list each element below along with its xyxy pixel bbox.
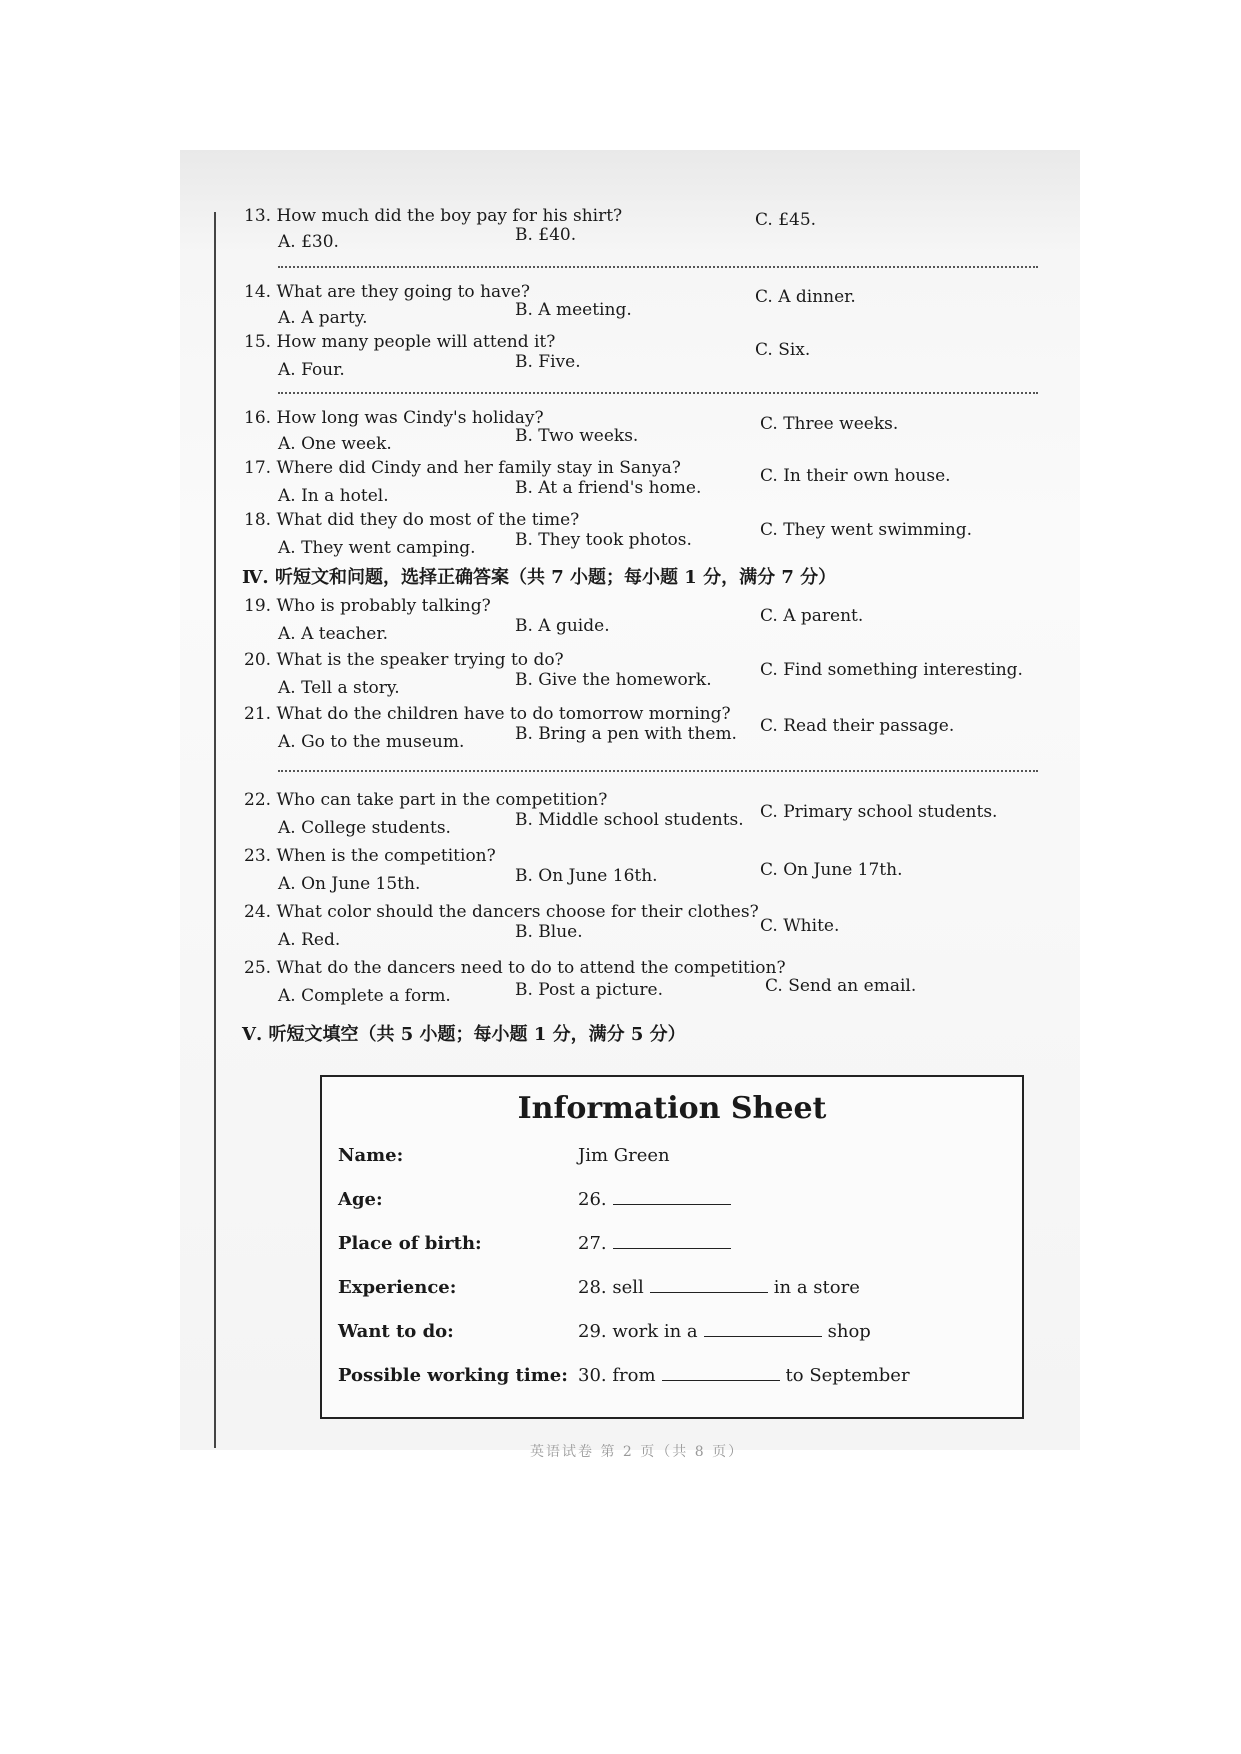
sheet-label: Place of birth: [338,1233,482,1254]
question-20: 20. What is the speaker trying to do? [244,650,564,670]
sheet-value: 26. [578,1189,737,1210]
question-17: 17. Where did Cindy and her family stay in Sanya? [244,458,681,478]
q18-option-b: B. They took photos. [515,530,692,550]
q22-option-c: C. Primary school students. [760,802,998,822]
q20-option-a: A. Tell a story. [278,678,400,698]
separator-line [278,770,1038,772]
page-footer: 英语试卷 第 2 页（共 8 页） [530,1444,745,1460]
question-24: 24. What color should the dancers choose for their clothes? [244,902,759,922]
q15-option-b: B. Five. [515,352,581,372]
question-25: 25. What do the dancers need to do to attend the competition? [244,958,786,978]
q23-option-a: A. On June 15th. [278,874,421,894]
sheet-value: 27. [578,1233,737,1254]
question-23: 23. When is the competition? [244,846,496,866]
sheet-value: 28. sell in a store [578,1277,860,1298]
q24-option-c: C. White. [760,916,840,936]
sheet-label: Name: [338,1145,404,1166]
q13-option-b: B. £40. [515,225,577,245]
sheet-label: Age: [338,1189,383,1210]
q13-option-a: A. £30. [278,232,339,252]
question-14: 14. What are they going to have? [244,282,530,302]
information-sheet [320,1075,1024,1419]
q15-option-a: A. Four. [278,360,345,380]
q22-option-a: A. College students. [278,818,451,838]
sheet-value: Jim Green [578,1145,670,1166]
question-15: 15. How many people will attend it? [244,332,556,352]
sheet-label: Experience: [338,1277,457,1298]
sheet-value: 30. from to September [578,1365,910,1386]
q20-option-c: C. Find something interesting. [760,660,1023,680]
answer-blank-27[interactable] [613,1247,731,1249]
q19-option-c: C. A parent. [760,606,864,626]
question-21: 21. What do the children have to do tomorrow morning? [244,704,731,724]
question-18: 18. What did they do most of the time? [244,510,580,530]
question-16: 16. How long was Cindy's holiday? [244,408,544,428]
q25-option-a: A. Complete a form. [278,986,451,1006]
q16-option-b: B. Two weeks. [515,426,639,446]
q17-option-c: C. In their own house. [760,466,951,486]
question-13: 13. How much did the boy pay for his shirt? [244,206,623,226]
q20-option-b: B. Give the homework. [515,670,712,690]
q18-option-a: A. They went camping. [278,538,476,558]
answer-blank-29[interactable] [704,1335,822,1337]
answer-blank-26[interactable] [613,1203,731,1205]
sheet-title: Information Sheet [517,1091,827,1126]
q21-option-a: A. Go to the museum. [278,732,465,752]
binding-margin-line [214,212,216,1448]
q21-option-c: C. Read their passage. [760,716,955,736]
q19-option-a: A. A teacher. [278,624,388,644]
q18-option-c: C. They went swimming. [760,520,972,540]
section-iv-heading: Ⅳ. 听短文和问题，选择正确答案（共 7 小题；每小题 1 分，满分 7 分） [242,567,837,588]
separator-line [278,392,1038,394]
section-v-heading: Ⅴ. 听短文填空（共 5 小题；每小题 1 分，满分 5 分） [242,1024,686,1045]
answer-blank-28[interactable] [650,1291,768,1293]
question-19: 19. Who is probably talking? [244,596,491,616]
q16-option-c: C. Three weeks. [760,414,899,434]
q14-option-c: C. A dinner. [755,287,856,307]
sheet-label: Possible working time: [338,1365,568,1386]
answer-blank-30[interactable] [662,1379,780,1381]
q14-option-b: B. A meeting. [515,300,632,320]
q19-option-b: B. A guide. [515,616,610,636]
q24-option-a: A. Red. [278,930,341,950]
q25-option-c: C. Send an email. [765,976,917,996]
q15-option-c: C. Six. [755,340,811,360]
q23-option-c: C. On June 17th. [760,860,903,880]
q16-option-a: A. One week. [278,434,392,454]
q14-option-a: A. A party. [278,308,368,328]
q24-option-b: B. Blue. [515,922,583,942]
q23-option-b: B. On June 16th. [515,866,658,886]
q25-option-b: B. Post a picture. [515,980,663,1000]
sheet-label: Want to do: [338,1321,454,1342]
q17-option-b: B. At a friend's home. [515,478,702,498]
q21-option-b: B. Bring a pen with them. [515,724,737,744]
q13-option-c: C. £45. [755,210,817,230]
q22-option-b: B. Middle school students. [515,810,744,830]
question-22: 22. Who can take part in the competition? [244,790,608,810]
q17-option-a: A. In a hotel. [278,486,389,506]
separator-line [278,266,1038,268]
sheet-value: 29. work in a shop [578,1321,871,1342]
